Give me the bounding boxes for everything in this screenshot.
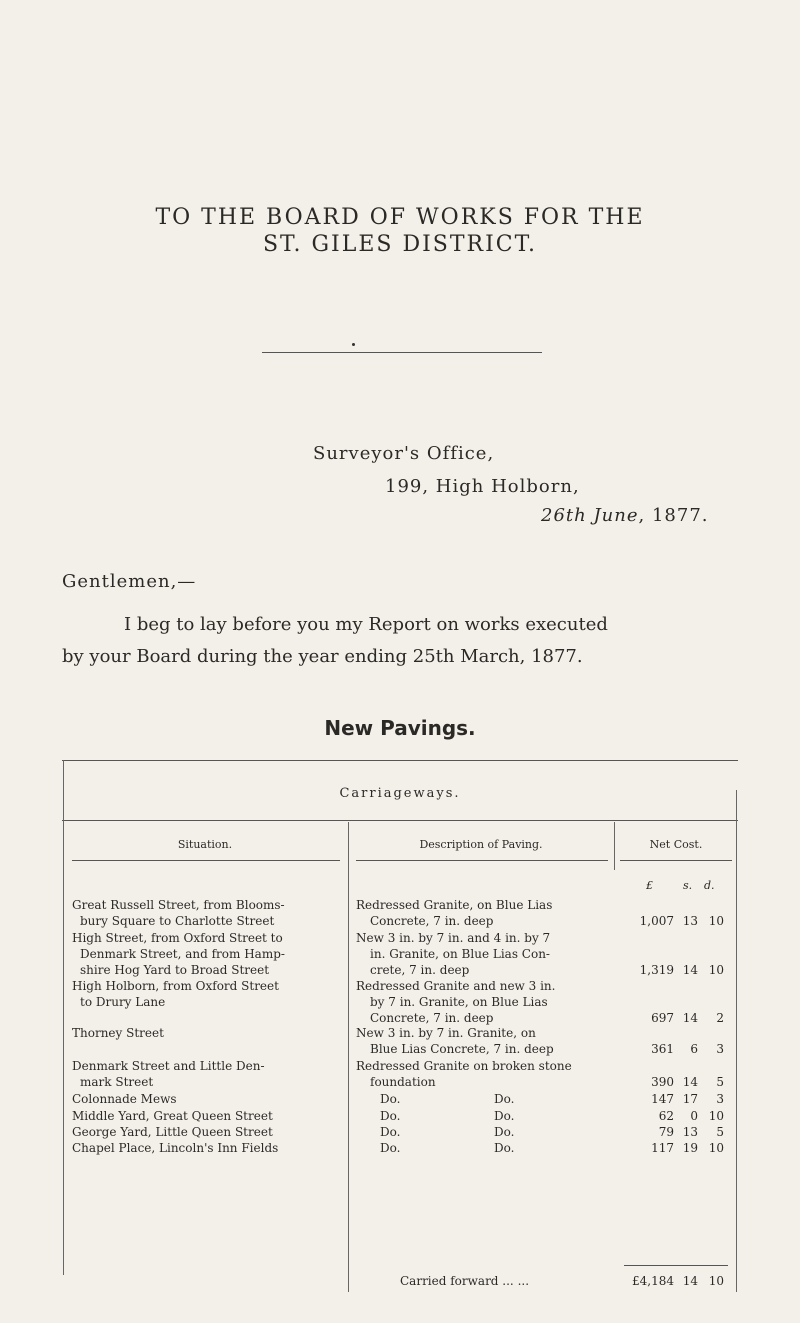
situation-line: High Holborn, from Oxford Street [72,979,279,993]
situation-line: Thorney Street [72,1026,164,1040]
situation-line: mark Street [80,1075,154,1089]
description-line: Do. [380,1141,401,1155]
description-line: New 3 in. by 7 in. and 4 in. by 7 [356,931,551,945]
cost-shillings: 14 [682,1075,698,1089]
description-line: crete, 7 in. deep [370,963,470,977]
situation-line: shire Hog Yard to Broad Street [80,963,270,977]
carried-forward-pence: 10 [708,1274,724,1288]
title-line-1: TO THE BOARD OF WORKS FOR THE [155,205,645,230]
cost-pounds: 62 [658,1109,674,1123]
description-line: foundation [370,1075,436,1089]
description-line: Concrete, 7 in. deep [370,1011,494,1025]
cost-shillings: 17 [682,1092,698,1106]
situation-line: to Drury Lane [80,995,166,1009]
description-line: New 3 in. by 7 in. Granite, on [356,1026,536,1040]
situation-line: Denmark Street and Little Den- [72,1059,265,1073]
situation-line: Middle Yard, Great Queen Street [72,1109,273,1123]
title-line-2: ST. GILES DISTRICT. [262,232,538,257]
description-line: Do. [494,1092,515,1106]
unit-pence: d. [704,879,715,892]
paragraph-line-2: by your Board during the year ending 25th March, 1877. [62,646,583,667]
ornament-dot [352,343,355,346]
situation-line: Colonnade Mews [72,1092,177,1106]
cost-shillings: 14 [682,963,698,977]
unit-shillings: s. [683,879,693,892]
situation-line: Great Russell Street, from Blooms- [72,898,285,912]
cost-pence: 10 [708,1141,724,1155]
title-rule [262,352,542,353]
cost-pounds: 361 [651,1042,674,1056]
cost-pounds: 117 [651,1141,674,1155]
date-year: , 1877. [638,505,709,526]
letter-date [541,505,709,526]
total-rule [624,1265,728,1266]
description-line: Redressed Granite on broken stone [356,1059,572,1073]
description-line: Redressed Granite and new 3 in. [356,979,556,993]
col-divider-right [736,790,737,1292]
cost-pence: 2 [716,1011,724,1025]
cost-pence: 10 [708,1109,724,1123]
cost-pounds: 147 [651,1092,674,1106]
unit-pounds: £ [646,879,653,892]
col-divider-2 [614,822,615,870]
header-bottom-rule-1 [72,860,340,861]
cost-pounds: 390 [651,1075,674,1089]
description-line: Blue Lias Concrete, 7 in. deep [370,1042,554,1056]
office-address: 199, High Holborn, [385,476,580,497]
description-line: Do. [494,1141,515,1155]
salutation: Gentlemen,— [62,571,197,592]
cost-pounds: 697 [651,1011,674,1025]
cost-pence: 10 [708,963,724,977]
col-cost-header: Net Cost. [649,838,703,851]
office-name: Surveyor's Office, [313,443,495,464]
description-line: by 7 in. Granite, on Blue Lias [370,995,548,1009]
header-top-rule [62,820,738,821]
section-heading: New Pavings. [324,716,476,740]
cost-pounds: 1,319 [639,963,674,977]
description-line: in. Granite, on Blue Lias Con- [370,947,550,961]
cost-shillings: 19 [682,1141,698,1155]
carried-forward-pounds: £4,184 [632,1274,674,1288]
cost-shillings: 0 [690,1109,698,1123]
description-line: Do. [494,1109,515,1123]
situation-line: Denmark Street, and from Hamp- [80,947,285,961]
situation-line: bury Square to Charlotte Street [80,914,275,928]
carried-forward-label: Carried forward ... ... [400,1274,530,1288]
cost-pence: 3 [716,1092,724,1106]
cost-shillings: 6 [690,1042,698,1056]
description-line: Do. [494,1125,515,1139]
situation-line: Chapel Place, Lincoln's Inn Fields [72,1141,279,1155]
col-situation-header: Situation. [177,838,233,851]
cost-shillings: 14 [682,1011,698,1025]
situation-line: George Yard, Little Queen Street [72,1125,273,1139]
col-divider-1 [348,822,349,1292]
header-bottom-rule-2 [356,860,608,861]
description-line: Do. [380,1125,401,1139]
situation-line: High Street, from Oxford Street to [72,931,283,945]
cost-pounds: 1,007 [639,914,674,928]
table-section-title: Carriageways. [339,786,461,801]
cost-shillings: 13 [682,1125,698,1139]
description-line: Redressed Granite, on Blue Lias [356,898,553,912]
cost-pence: 3 [716,1042,724,1056]
table-top-rule [62,760,738,761]
cost-pence: 10 [708,914,724,928]
header-bottom-rule-3 [620,860,732,861]
cost-shillings: 13 [682,914,698,928]
description-line: Concrete, 7 in. deep [370,914,494,928]
carried-forward-shillings: 14 [682,1274,698,1288]
col-divider-left [63,760,64,1275]
cost-pence: 5 [716,1075,724,1089]
cost-pounds: 79 [658,1125,674,1139]
description-line: Do. [380,1092,401,1106]
paragraph-line-1: I beg to lay before you my Report on works executed [124,614,608,635]
date-day: 26th June [541,505,639,526]
col-description-header: Description of Paving. [419,838,543,851]
cost-pence: 5 [716,1125,724,1139]
description-line: Do. [380,1109,401,1123]
